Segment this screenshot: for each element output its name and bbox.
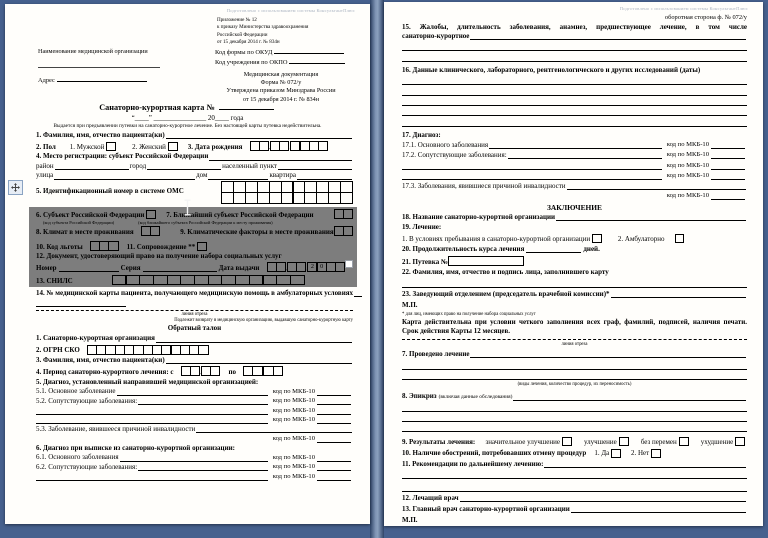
form-line <box>36 163 353 170</box>
field-label: дом <box>196 171 208 180</box>
form-line <box>36 226 353 236</box>
item-label: 5. Идентификационный номер в системе ОМС <box>36 186 184 195</box>
item-label: 3. Дата рождения <box>187 142 243 151</box>
field-label: дней. <box>583 244 600 253</box>
sub-label: (код ближайшего субъекта Российской Федерации к месту проживания) <box>138 220 273 226</box>
form-line <box>36 366 353 376</box>
digit-boxes: 2 0 <box>308 262 345 272</box>
ruled-line <box>402 54 747 62</box>
digit-boxes <box>202 366 221 376</box>
ruled-line <box>402 77 747 85</box>
checkbox <box>197 242 207 251</box>
form-line <box>36 388 353 395</box>
item-label: 7. Ближайший субъект Российской Федерации <box>166 210 314 219</box>
form-title: Санаторно-курортная карта № <box>5 103 370 112</box>
item-label: 7. Проведено лечение <box>402 350 470 359</box>
item-label: 4. Место регистрации: субъект Российской Федерации <box>36 152 209 161</box>
address-row <box>38 77 149 84</box>
item-label: 17.3. Заболевания, явившиеся причиной инвалидности <box>402 181 566 190</box>
item-label: 6. Субъект Российской Федерации <box>36 210 145 219</box>
sub-label: (включая данные обследования) <box>438 393 513 400</box>
form-line <box>36 290 353 297</box>
option-label: 2. Амбулаторно <box>617 234 665 243</box>
footnote: * для лиц, имеющих право на получение набора социальных услуг <box>402 312 536 318</box>
form-line <box>36 275 353 285</box>
form-line <box>36 253 353 260</box>
checkbox <box>651 449 661 458</box>
blank-field <box>711 148 745 149</box>
blank-field <box>219 109 274 110</box>
checkbox <box>611 449 621 458</box>
blank-field <box>526 252 581 253</box>
icd-label: код по МКБ-10 <box>272 397 315 405</box>
blank-field <box>143 271 217 272</box>
item-label: 10. Наличие обострений, потребовавших отмену процедур <box>402 449 587 458</box>
item-label: 1. Санаторно-курортная организация <box>36 334 155 343</box>
blank-field <box>470 357 746 358</box>
field-label: город <box>129 161 147 170</box>
text-cursor <box>183 199 192 221</box>
form-body <box>402 14 747 526</box>
icd-label: код по МКБ-10 <box>272 416 315 424</box>
option-label: 2. Нет <box>631 449 650 458</box>
icd-label: код по МКБ-10 <box>272 434 315 442</box>
sub-label: (виды лечения, количество процедур, их переносимость) <box>517 382 632 388</box>
item-label: 12. Документ, удостоверяющий право на получение набора социальных услуг <box>36 251 282 260</box>
item-label: 23. Заведующий отделением (председатель врачебной комиссии)* <box>402 289 610 298</box>
blank-field <box>138 470 268 471</box>
blank-field <box>317 414 351 415</box>
validity-statement: Карта действительна при условии четкого заполнения всех граф, фамилий, подписей, наличия печати. Срок действия Карты 12 месяцев. <box>402 318 747 336</box>
blank-field <box>209 160 352 161</box>
blank-field <box>36 423 268 424</box>
table-move-handle[interactable] <box>8 180 23 195</box>
table-resize-handle[interactable] <box>345 260 353 268</box>
checkbox <box>592 234 602 243</box>
item-label: санаторно-курортное <box>402 31 470 40</box>
form-line <box>36 141 353 151</box>
blank-field <box>544 467 746 468</box>
voucher-number-box <box>448 256 524 267</box>
option-label: 1. Мужской <box>69 142 105 151</box>
form-line <box>402 234 747 243</box>
icd-label: код по МКБ-10 <box>272 453 315 461</box>
option-label: 2. Женский <box>132 142 166 151</box>
ibeam-icon <box>183 199 192 216</box>
cut-line <box>36 310 353 311</box>
blank-field <box>274 53 344 54</box>
blank-field <box>317 395 351 396</box>
icd-label: код по МКБ-10 <box>272 406 315 414</box>
ruled-line <box>402 279 747 287</box>
ruled-line <box>402 372 747 380</box>
item-label: 16. Данные клинического, лабораторного, рентгенологического и других исследований (даты) <box>402 65 701 74</box>
item-label: 5.1. Основное заболевание <box>36 387 116 396</box>
form-line <box>36 241 353 251</box>
item-label: 10. Код льготы <box>36 242 83 251</box>
selected-table[interactable] <box>29 207 357 287</box>
blank-field <box>36 414 268 415</box>
blank-field <box>36 306 126 307</box>
form-line <box>36 379 353 386</box>
field-label: район <box>36 161 54 170</box>
item-label: 22. Фамилия, имя, отчество и подпись лица, заполнившего карту <box>402 268 609 277</box>
digit-boxes <box>271 141 290 151</box>
sub-label: (код субъекта Российской Федерации) <box>43 220 115 226</box>
blank-field <box>317 470 351 471</box>
digit-boxes <box>291 141 328 151</box>
blank-field <box>354 296 362 297</box>
ruled-line <box>402 484 747 492</box>
field-label: населенный пункт <box>222 161 277 170</box>
checkbox <box>168 142 178 151</box>
blank-field <box>317 423 351 424</box>
blank-field <box>711 179 745 180</box>
item-label: 6.1. Основного заболевания <box>36 453 119 462</box>
item-label: 5.3. Заболевание, явившееся причиной инвалидности <box>36 425 196 434</box>
digit-boxes <box>334 226 353 236</box>
blank-field <box>470 39 746 40</box>
icd-label: код по МКБ-10 <box>666 192 709 200</box>
form-line <box>402 33 747 41</box>
field-label: Серия <box>120 263 141 272</box>
item-label: 11. Сопровождение ** <box>126 242 196 251</box>
option-label: улучшение <box>583 437 617 446</box>
icd-label: код по МКБ-10 <box>666 161 709 169</box>
form-line <box>402 449 747 458</box>
item-label: 17.1. Основного заболевания <box>402 140 489 149</box>
blank-field <box>55 169 129 170</box>
blank-field <box>120 461 268 462</box>
blank-field <box>460 501 746 502</box>
blank-field <box>317 480 351 481</box>
form-line <box>402 291 747 299</box>
blank-field <box>57 81 147 82</box>
ruled-line <box>402 424 747 432</box>
blank-field <box>508 158 662 159</box>
form-line <box>402 351 747 359</box>
item-label: 3. Фамилия, имя, отчество пациента(ки) <box>36 355 165 364</box>
ruled-line <box>402 118 747 126</box>
form-line <box>36 454 353 461</box>
digit-boxes <box>264 366 283 376</box>
form-line <box>36 299 353 306</box>
stamp-label: М.П. <box>402 515 418 524</box>
digit-boxes <box>182 366 201 376</box>
form-line <box>402 162 747 170</box>
blank-field <box>402 169 662 170</box>
form-line <box>36 182 353 204</box>
item-label: 2. Пол <box>36 142 56 151</box>
digit-boxes <box>142 226 161 236</box>
form-line <box>36 407 353 414</box>
form-body <box>36 132 353 483</box>
ruled-line <box>402 43 747 51</box>
watermark: Подготовлено с использованием системы КонсультантПлюс <box>619 6 748 11</box>
blank-field <box>317 442 351 443</box>
digit-boxes <box>288 262 307 272</box>
stamp-label: М.П. <box>402 301 418 310</box>
blank-field <box>59 271 119 272</box>
blank-field <box>54 179 195 180</box>
form-date-line: “____” _______________ 20____ года <box>131 114 244 122</box>
item-label: 21. Путевка № <box>402 258 448 267</box>
item-label: 15. Жалобы, длительность заболевания, анамнез, предшествующее лечение, в том числе <box>402 23 747 31</box>
digit-boxes <box>334 209 353 219</box>
blank-field <box>117 395 268 396</box>
blank-field <box>402 179 662 180</box>
ruled-line <box>402 98 747 106</box>
annex-line: от 15 декабря 2014 г. № 834н <box>217 39 280 46</box>
blank-field <box>611 297 746 298</box>
form-line <box>402 505 747 513</box>
blank-field <box>166 363 352 364</box>
annex-note <box>217 17 308 47</box>
checkbox <box>146 210 156 219</box>
checkbox <box>562 437 572 446</box>
option-label: значительное улучшение <box>485 437 560 446</box>
form-line <box>402 393 747 401</box>
blank-field <box>278 169 352 170</box>
oms-grid <box>222 182 353 204</box>
blank-field <box>711 158 745 159</box>
option-label: 1. Да <box>594 449 610 458</box>
digit-boxes <box>222 192 353 204</box>
item-label: 8. Климат в месте проживания <box>36 227 134 236</box>
blank-field <box>208 179 268 180</box>
blank-field <box>156 342 352 343</box>
meddoc-note <box>201 71 361 104</box>
form-line <box>36 464 353 471</box>
move-arrows-icon <box>11 183 20 192</box>
item-label: 2. ОГРН СКО <box>36 346 80 355</box>
annex-line: Приложение № 12 <box>217 17 257 23</box>
cut-line <box>402 339 747 340</box>
form-line <box>36 417 353 424</box>
digit-boxes <box>113 275 305 285</box>
form-line <box>402 182 747 190</box>
item-label: 8. Эпикриз <box>402 392 437 401</box>
page-1 <box>5 4 370 524</box>
form-line <box>36 262 353 272</box>
item-label: 17.2. Сопутствующие заболевания: <box>402 151 507 160</box>
blank-field <box>711 169 745 170</box>
ruled-line <box>402 414 747 422</box>
ruled-line <box>402 108 747 116</box>
item-label: 20. Продолжительность курса лечения <box>402 244 525 253</box>
item-label: 11. Рекомендации по дальнейшему лечению: <box>402 459 544 468</box>
icd-label: код по МКБ-10 <box>666 171 709 179</box>
icd-label: код по МКБ-10 <box>666 151 709 159</box>
org-name-label: Наименование медицинской организации <box>38 48 148 55</box>
form-line <box>402 437 747 446</box>
item-label: 12. Лечащий врач <box>402 494 459 503</box>
blank-field <box>317 461 351 462</box>
form-line <box>36 426 353 433</box>
form-line <box>36 220 353 225</box>
digit-boxes <box>88 345 209 355</box>
item-label: 5.2. Сопутствующие заболевания: <box>36 396 138 405</box>
blank-field <box>317 404 351 405</box>
checkbox <box>675 234 685 243</box>
form-line <box>402 246 747 254</box>
blank-field <box>166 138 352 139</box>
checkbox <box>735 437 745 446</box>
icd-label: код по МКБ-10 <box>272 472 315 480</box>
org-name-line <box>38 67 160 68</box>
form-line <box>402 460 747 468</box>
form-line <box>36 132 353 139</box>
field-label: по <box>228 367 237 376</box>
blank-field <box>297 179 352 180</box>
meddoc-line: Утверждена приказом Минздрава России <box>226 87 336 95</box>
form-line <box>402 214 747 222</box>
item-label: 9. Результаты лечения: <box>402 437 476 446</box>
form-line <box>402 495 747 503</box>
ruled-line <box>402 471 747 479</box>
form-line <box>402 142 747 150</box>
form-line <box>36 398 353 405</box>
blank-field <box>36 480 268 481</box>
field-label: Номер <box>36 263 57 272</box>
icd-label: код по МКБ-10 <box>272 387 315 395</box>
ruled-line <box>402 361 747 369</box>
form-line <box>36 345 353 355</box>
item-label: 17. Диагноз: <box>402 130 441 139</box>
ruled-line <box>402 403 747 411</box>
form-codes <box>215 48 347 69</box>
blank-field <box>711 199 745 200</box>
meddoc-line: Форма № 072/у <box>260 79 302 87</box>
blank-field <box>289 63 345 64</box>
reverse-side-note: оборотная сторона ф. № 072/у <box>664 14 747 21</box>
blank-field <box>138 404 268 405</box>
icd-label: код по МКБ-10 <box>666 141 709 149</box>
blank-field <box>513 400 746 401</box>
form-line <box>402 67 747 75</box>
digit-boxes <box>91 241 119 251</box>
form-line <box>402 224 747 232</box>
item-label: 6. Диагноз при выписке из санаторно-курортной организации: <box>36 443 235 452</box>
blank-field <box>196 432 352 433</box>
item-label: 6.2. Сопутствующие заболевания: <box>36 462 138 471</box>
page-2 <box>384 2 763 526</box>
item-label: 13. Главный врач санаторно-курортной организации <box>402 504 570 513</box>
checkbox <box>619 437 629 446</box>
form-line <box>36 153 353 160</box>
field-label: Дата выдачи <box>218 263 260 272</box>
annex-line: Российской Федерации <box>217 31 268 38</box>
item-label: 19. Лечение: <box>402 223 442 232</box>
form-line <box>402 172 747 180</box>
item-label: 4. Период санаторно-курортного лечения: с <box>36 367 174 376</box>
talon-title: Обратный талон <box>167 324 222 333</box>
cut-line-label: линия отреза <box>561 341 588 347</box>
form-line <box>36 445 353 452</box>
item-label: 9. Климатические факторы в месте проживания <box>180 227 334 236</box>
address-label: Адрес <box>38 77 55 84</box>
form-line <box>36 335 353 342</box>
return-note: Подлежит возврату в медицинскую организацию, выдавшую санаторно-курортную карту <box>174 318 353 324</box>
item-label: 18. Название санаторно-курортной организации <box>402 213 556 221</box>
form-line <box>402 256 747 267</box>
cut-line-label: линия отреза <box>181 312 208 318</box>
digit-boxes <box>267 262 286 272</box>
meddoc-line: Медицинская документация <box>243 71 319 78</box>
digit-boxes <box>250 141 269 151</box>
form-line <box>36 357 353 364</box>
form-line <box>402 269 747 277</box>
item-label: 14. № медицинской карты пациента, получающего медицинскую помощь в амбулаторных условиях <box>36 288 354 297</box>
checkbox <box>106 142 116 151</box>
form-line <box>402 193 747 201</box>
field-label: улица <box>36 171 54 180</box>
icd-label: код по МКБ-10 <box>272 463 315 471</box>
conclusion-title: ЗАКЛЮЧЕНИЕ <box>547 202 602 212</box>
validity-note: Выдается при предъявлении путевки на санаторно-курортное лечение. Без настоящей карты путевка недействительна. <box>53 123 322 129</box>
blank-field <box>489 148 662 149</box>
okpo-label: Код учреждения по ОКПО <box>215 59 288 67</box>
form-line <box>36 172 353 179</box>
ruled-line <box>402 88 747 96</box>
form-line <box>402 152 747 160</box>
form-line <box>402 132 747 140</box>
option-label: ухудшение <box>700 437 734 446</box>
blank-field <box>147 169 221 170</box>
item-label: 5. Диагноз, установленный направившей медицинской организацией: <box>36 377 259 386</box>
digit-boxes <box>244 366 263 376</box>
okud-label: Код формы по ОКУД <box>215 49 273 56</box>
meddoc-line: от 15 декабря 2014 г. № 834н <box>242 95 320 103</box>
form-line <box>36 436 353 443</box>
item-label: 1. Фамилия, имя, отчество пациента(ки) <box>36 131 165 139</box>
blank-field <box>556 220 746 221</box>
option-label: без перемен <box>640 437 677 446</box>
blank-field <box>571 512 746 513</box>
blank-field <box>567 189 746 190</box>
page-gap <box>370 0 384 538</box>
option-label: 1. В условиях пребывания в санаторно-курортной организации <box>402 234 591 243</box>
item-label: 13. СНИЛС <box>36 276 73 285</box>
field-label: квартира <box>269 171 296 180</box>
watermark: Подготовлено с использованием системы КонсультантПлюс <box>226 8 355 13</box>
annex-line: к приказу Министерства здравоохранения <box>217 24 309 31</box>
form-line <box>36 473 353 480</box>
form-line <box>36 209 353 219</box>
checkbox <box>679 437 689 446</box>
